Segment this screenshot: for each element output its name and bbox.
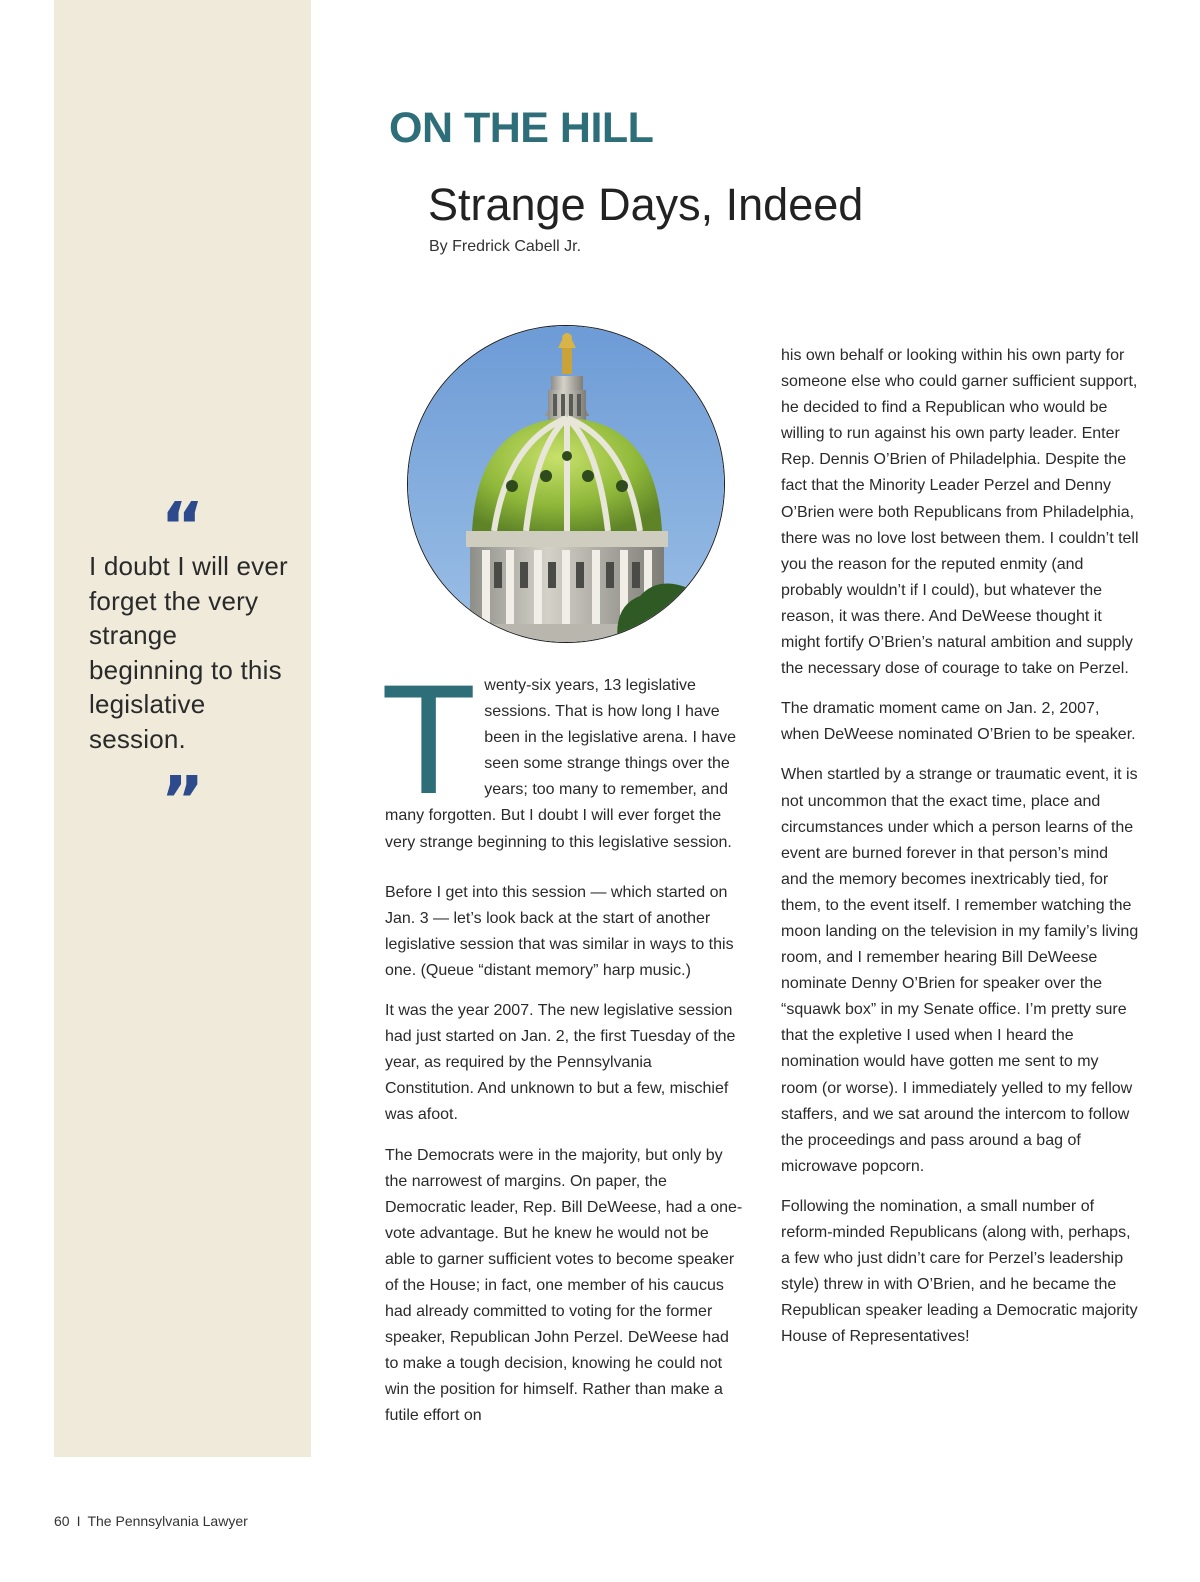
close-quote-icon: ” bbox=[160, 762, 205, 839]
open-quote-icon: “ bbox=[160, 488, 205, 565]
section-heading: ON THE HILL bbox=[389, 104, 654, 152]
paragraph: Before I get into this session — which started on Jan. 3 — let’s look back at the start of another legislative session that was similar in ways to this one. (Queue “distant memory” harp music.) bbox=[385, 883, 734, 979]
paragraph: his own behalf or looking within his own party for someone else who could garner sufficient support, he decided to find a Republican who would be willing to run against his own party leader. Enter Rep. Dennis O’Brien of Philadelphia. Despite the fact that the Minority Leader Perzel and Denny O’Brien were both Republicans from Philadelphia, there was no love lost between them. I couldn’t tell you the reason for the reputed enmity (and probably wouldn’t if I could), but whatever the reason, it was there. And DeWeese thought it might fortify O’Brien’s natural ambition and supply the necessary dose of courage to take on Perzel. bbox=[781, 347, 1139, 678]
article-title: Strange Days, Indeed bbox=[428, 179, 864, 230]
capitol-dome-photo bbox=[407, 325, 725, 643]
page-number: 60 bbox=[54, 1513, 70, 1529]
paragraph: When startled by a strange or traumatic event, it is not uncommon that the exact time, place and circumstances under which a person learns of the event are burned forever in that person’s mind and the memory becomes inextricably tied, for them, to the event itself. I remember watching the moon landing on the television in my family’s living room, and I remember hearing Bill DeWeese nominate Denny O’Brien for speaker over the “squawk box” in my Senate office. I’m pretty sure that the expletive I used when I heard the nomination would have gotten me sent to my room (or worse). I immediately yelled to my fellow staffers, and we sat around the intercom to follow the proceedings and pass around a bag of microwave popcorn. bbox=[781, 766, 1139, 1175]
article-column-right bbox=[781, 343, 1139, 1364]
paragraph-text: wenty-six years, 13 legislative sessions. That is how long I have been in the legislative arena. I have seen some strange things over the years; too many to remember, and many forgotten. But I doubt I will ever forget the very strange beginning to this legislative session. bbox=[385, 677, 737, 851]
footer-separator: I bbox=[76, 1513, 81, 1529]
drop-cap: T bbox=[381, 653, 477, 827]
page-footer bbox=[54, 1510, 248, 1532]
paragraph: It was the year 2007. The new legislative session had just started on Jan. 2, the first Tuesday of the year, as required by the Pennsylvania Constitution. And unknown to but a few, mischief was afoot. bbox=[385, 1002, 736, 1124]
pull-quote: I doubt I will ever forget the very strange beginning to this legislative session. bbox=[89, 551, 288, 754]
intro-paragraph bbox=[381, 653, 743, 856]
paragraph: The dramatic moment came on Jan. 2, 2007, when DeWeese nominated O’Brien to be speaker. bbox=[781, 700, 1136, 744]
byline: By Fredrick Cabell Jr. bbox=[429, 238, 582, 255]
paragraph: The Democrats were in the majority, but only by the narrowest of margins. On paper, the Democratic leader, Rep. Bill DeWeese, had a one-vote advantage. But he knew he would not be able to garner sufficient votes to become speaker of the House; in fact, one member of his caucus had already committed to voting for the former speaker, Republican John Perzel. DeWeese had to make a tough decision, knowing he could not win the position for himself. Rather than make a futile effort on bbox=[385, 1146, 743, 1425]
article-column-left bbox=[381, 653, 743, 1444]
paragraph: Following the nomination, a small number of reform-minded Republicans (along with, perhaps, a few who just didn’t care for Perzel’s leadership style) threw in with O’Brien, and he became the Republican speaker leading a Democratic majority House of Representatives! bbox=[781, 1197, 1138, 1346]
publication-name: The Pennsylvania Lawyer bbox=[87, 1513, 248, 1529]
